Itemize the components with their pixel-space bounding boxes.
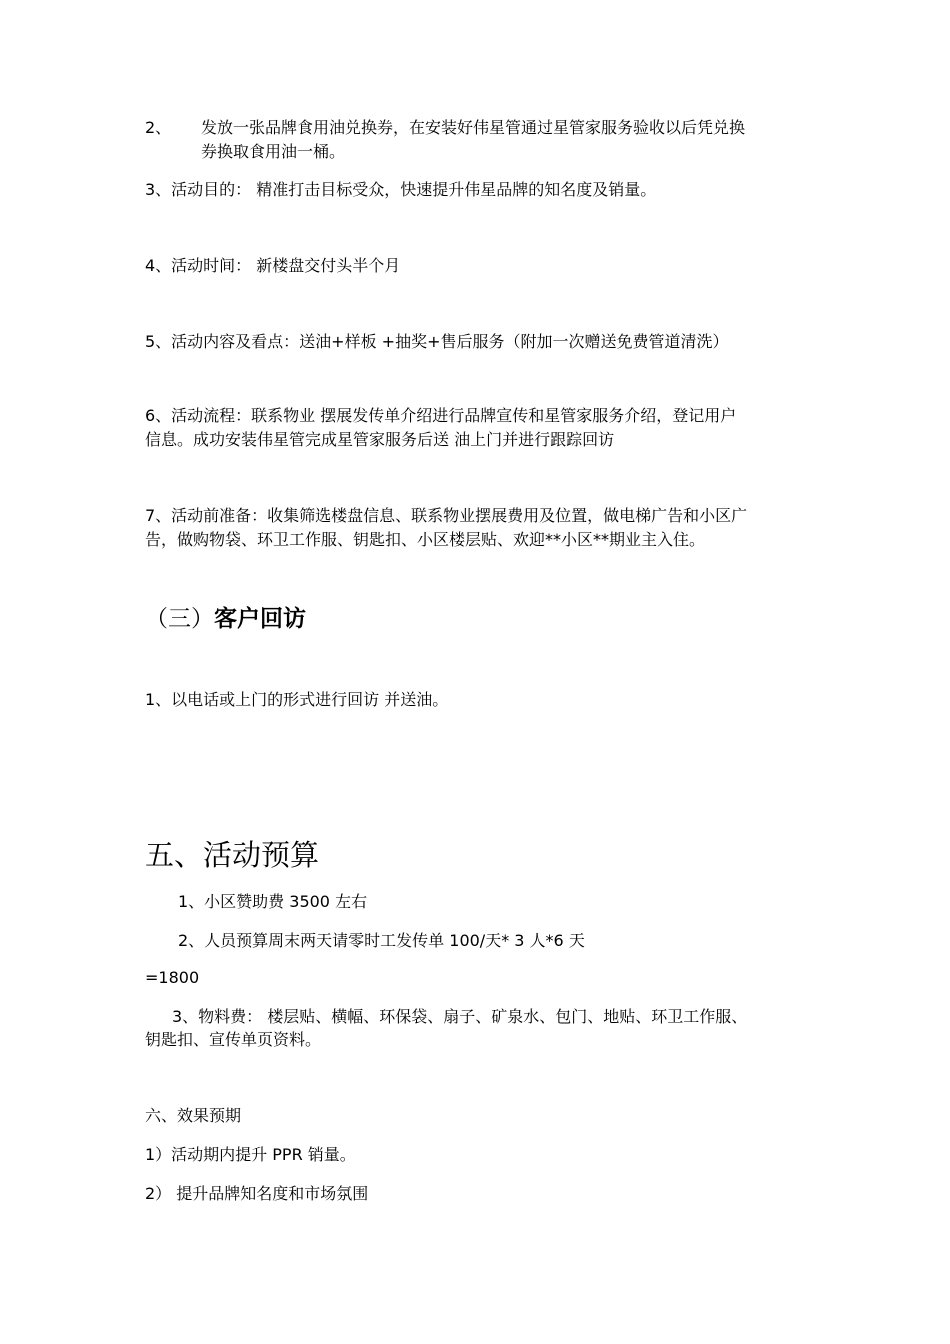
budget-item-3-line-1: 3、物料费： 楼层贴、横幅、环保袋、扇子、矿泉水、包门、地贴、环卫工作服、 <box>172 1007 748 1026</box>
activity-item-4: 4、活动时间： 新楼盘交付头半个月 <box>145 256 401 275</box>
activity-item-7-line-2: 告，做购物袋、环卫工作服、钥匙扣、小区楼层贴、欢迎**小区**期业主入住。 <box>145 530 706 549</box>
budget-item-1: 1、小区赞助费 3500 左右 <box>178 892 368 911</box>
activity-item-2-line-1: 发放一张品牌食用油兑换券，在安装好伟星管通过星管家服务验收以后凭兑换 <box>201 118 746 137</box>
activity-item-3: 3、活动目的： 精准打击目标受众，快速提升伟星品牌的知名度及销量。 <box>145 180 657 199</box>
activity-item-7-line-1: 7、活动前准备：收集筛选楼盘信息、联系物业摆展费用及位置，做电梯广告和小区广 <box>145 506 748 525</box>
activity-item-6-line-2: 信息。成功安装伟星管完成星管家服务后送 油上门并进行跟踪回访 <box>145 430 615 449</box>
activity-item-5: 5、活动内容及看点：送油+样板 +抽奖+售后服务（附加一次赠送免费管道清洗） <box>145 332 729 351</box>
effect-item-1: 1）活动期内提升 PPR 销量。 <box>145 1145 356 1164</box>
followup-heading-title: 客户回访 <box>214 606 306 632</box>
budget-heading: 五、活动预算 <box>145 838 320 872</box>
followup-heading-prefix: （三） <box>145 606 214 632</box>
activity-item-2-number: 2、 <box>145 118 172 137</box>
budget-item-3-line-2: 钥匙扣、宣传单页资料。 <box>145 1030 322 1049</box>
budget-item-2-line-1: 2、人员预算周末两天请零时工发传单 100/天* 3 人*6 天 <box>178 931 585 950</box>
activity-item-2-line-2: 券换取食用油一桶。 <box>201 142 346 161</box>
budget-item-2-line-2: =1800 <box>145 968 200 987</box>
activity-item-6-line-1: 6、活动流程：联系物业 摆展发传单介绍进行品牌宣传和星管家服务介绍，登记用户 <box>145 406 737 425</box>
effect-item-2: 2） 提升品牌知名度和市场氛围 <box>145 1184 369 1203</box>
followup-heading <box>145 604 306 634</box>
followup-item-1: 1、以电话或上门的形式进行回访 并送油。 <box>145 690 449 709</box>
effect-heading: 六、效果预期 <box>145 1106 242 1125</box>
